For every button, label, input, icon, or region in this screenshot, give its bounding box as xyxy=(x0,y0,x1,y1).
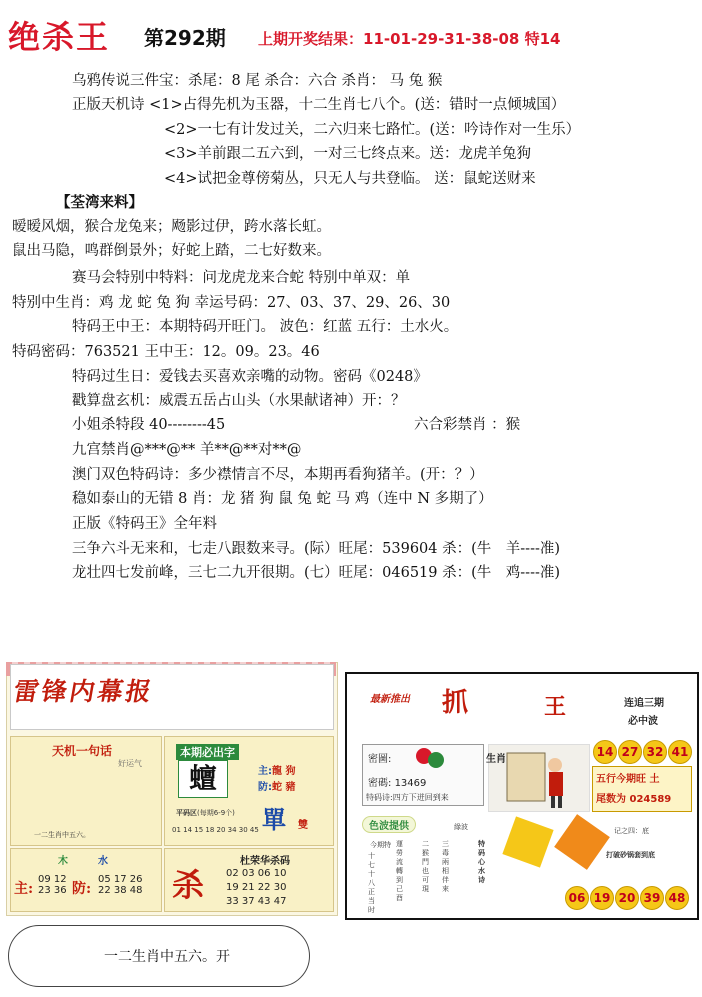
zhu-value: 龍 狗 xyxy=(272,766,296,777)
weishu-value: 024589 xyxy=(629,794,672,805)
tema-value: 四方下迸回到来 xyxy=(392,793,449,802)
text-line: 正版《特码王》全年料 xyxy=(72,516,217,532)
number-ball: 20 xyxy=(615,886,639,910)
wang-char: 王 xyxy=(544,694,567,720)
number-ball: 19 xyxy=(590,886,614,910)
col-text: 三毒兩相伴來 xyxy=(442,840,449,893)
col-text: 運勞流轉到己酉 xyxy=(396,840,403,902)
tema-label: 特码诗: xyxy=(366,793,393,802)
text-line: 赛马会特别中特料：问龙虎龙来合蛇 特别中单双：单 xyxy=(72,270,411,286)
shui-label: 水 xyxy=(98,856,108,867)
issue-number: 第292期 xyxy=(144,26,226,50)
ji-label: 记之四：底 xyxy=(614,827,649,835)
text-line: <4>试把金尊傍菊丛，只无人与共登临。 送：鼠蛇送财来 xyxy=(164,171,536,187)
big-char: 蟺 xyxy=(178,760,228,798)
sebo-value: 綠波 xyxy=(454,823,468,831)
wuxing-label: 五行今期旺 xyxy=(596,774,646,785)
leifeng-title: 雷锋内幕报 xyxy=(11,677,157,706)
kill-row: 33 37 43 47 xyxy=(226,896,287,907)
kill-row: 02 03 06 10 xyxy=(226,868,287,879)
zhu-numbers: 09 12 23 36 xyxy=(38,874,67,896)
number-ball: 48 xyxy=(665,886,689,910)
ping-note: (每期6-9个) xyxy=(197,809,235,817)
cloud-text: 一二生肖中五六。开 xyxy=(104,949,230,965)
text-line: 六合彩禁肖 ：猴 xyxy=(414,417,521,433)
text-line: 正版天机诗 <1>占得先机为玉器，十二生肖七八个。(送：错时一点倾城国） xyxy=(72,97,566,113)
number-ball: 41 xyxy=(668,740,692,764)
fang-label: 防: xyxy=(258,782,272,793)
bizhong-label: 必中波 xyxy=(628,716,658,727)
text-line: <2>一七有计发过关，二六归来七路忙。(送：吟诗作对一生乐） xyxy=(164,122,581,138)
fang2-label: 防: xyxy=(72,881,92,897)
zhu-label: 主: xyxy=(258,766,272,777)
text-line: 戳算盘玄机：威震五岳占山头（水果献诸神）开：？ xyxy=(72,393,406,409)
text-line: 特码密码：763521 王中王：12。09。23。46 xyxy=(12,344,320,360)
weishu-label: 尾数为 xyxy=(596,794,626,805)
shuang-char: 雙 xyxy=(298,820,308,831)
ping-numbers: 01 14 15 18 20 34 30 45 xyxy=(172,826,259,834)
number-ball: 14 xyxy=(593,740,617,764)
latest-label: 最新推出 xyxy=(370,694,410,705)
zhu2-label: 主: xyxy=(14,881,34,897)
zhua-char: 抓 xyxy=(442,688,469,718)
jinqi-label: 今期特 xyxy=(370,841,391,849)
kill-row: 19 21 22 30 xyxy=(226,882,287,893)
green-ball-icon xyxy=(428,752,444,768)
lian-label: 连追三期 xyxy=(624,698,664,709)
mitu-label: 密圖: xyxy=(368,754,392,765)
page-title: 绝杀王 xyxy=(8,18,111,56)
text-line: 九宫禁肖@***@** 羊**@**对**@ xyxy=(72,442,302,458)
fang-value: 蛇 豬 xyxy=(272,782,296,793)
last-result: 上期开奖结果：11-01-29-31-38-08 特14 xyxy=(258,30,561,48)
text-line: 澳门双色特码诗：多少襟情言不尽，本期再看狗猪羊。(开：？） xyxy=(72,467,484,483)
text-line: 乌鸦传说三件宝：杀尾：8 尾 杀合：六合 杀肖： 马 兔 猴 xyxy=(72,73,443,89)
text-line: 小姐杀特段 40--------45 xyxy=(72,417,226,433)
section-heading: 【荃湾来料】 xyxy=(56,194,143,211)
dujuan-title: 杜荣华杀码 xyxy=(240,856,290,867)
text-line: 稳如泰山的无错 8 肖：龙 猪 狗 鼠 兔 蛇 马 鸡（连中 N 多期了） xyxy=(72,491,493,507)
tianji-title: 天机一句话 xyxy=(52,744,113,758)
text-line: 特码王中王：本期特码开旺门。 波色：红蓝 五行：土水火。 xyxy=(72,319,459,335)
mu-label: 木 xyxy=(58,856,68,867)
benqi-label: 本期必出字 xyxy=(176,744,239,760)
mima-value: 13469 xyxy=(394,778,427,789)
mima-label: 密碼: xyxy=(368,778,392,789)
number-ball: 06 xyxy=(565,886,589,910)
sha-char: 杀 xyxy=(172,866,205,904)
col-text: 十七十八正当时 xyxy=(368,852,375,914)
col-text: 二猴門也可現 xyxy=(422,840,429,893)
text-line: 三争六斗无来和，七走八跟数来寻。(际）旺尾：539604 杀：(牛 羊----准) xyxy=(72,541,561,557)
text-line: 龙壮四七发前峰，三七二九开很期。(七）旺尾：046519 杀：(牛 鸡----准) xyxy=(72,565,561,581)
wuxing-value: 土 xyxy=(649,774,660,785)
tianji-small: 一二生肖中五六。 xyxy=(34,831,90,839)
number-ball: 32 xyxy=(643,740,667,764)
text-line: 鼠出马隐，鸣群倒景外；好蛇上踏，二七好数来。 xyxy=(12,243,331,259)
text-line: 特别中生肖：鸡 龙 蛇 兔 狗 幸运号码：27、03、37、29、26、30 xyxy=(12,295,451,311)
text-line: 暧暧风烟，猴合龙兔来；飏影过伊，跨水落长虹。 xyxy=(12,219,331,235)
shengxiao-label: 生肖 xyxy=(486,754,506,765)
number-ball: 27 xyxy=(618,740,642,764)
shou-text: 特码心水诗 xyxy=(478,840,485,884)
ping-label: 平码区 xyxy=(176,809,197,817)
number-ball: 39 xyxy=(640,886,664,910)
text-line: <3>羊前跟二五六到，一对三七终点来。送：龙虎羊兔狗 xyxy=(164,146,532,162)
da-label: 打破砂锅套到底 xyxy=(606,851,655,859)
tianji-sub: 好运气 xyxy=(118,759,142,768)
dan-char: 單 xyxy=(262,805,286,834)
sebo-label: 色波提供 xyxy=(362,816,416,833)
text-line: 特码过生日：爱钱去买喜欢亲嘴的动物。密码《0248》 xyxy=(72,369,428,385)
fang-numbers: 05 17 26 22 38 48 xyxy=(98,874,143,896)
